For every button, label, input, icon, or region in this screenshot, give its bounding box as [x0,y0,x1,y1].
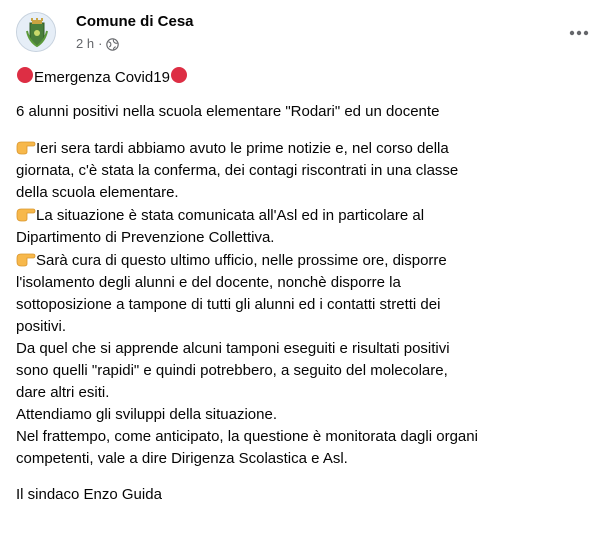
paragraph-3-line-2: l'isolamento degli alunni e del docente, nonchè disporre la [16,274,401,291]
post-subtitle: 6 alunni positivi nella scuola elementare "Rodari" ed un docente [16,103,440,120]
paragraph-4-line-2: sono quelli "rapidi" e quindi potrebbero, a seguito del molecolare, [16,362,448,379]
paragraph-2 [16,204,602,249]
post-time[interactable]: 2 h [76,36,95,51]
paragraph-5: Attendiamo gli sviluppi della situazione. [16,406,277,423]
paragraph-4 [16,338,602,404]
paragraph-4-line-3: dare altri esiti. [16,384,110,401]
paragraph-1-line-1: Ieri sera tardi abbiamo avuto le prime notizie e, nel corso della [36,140,449,157]
paragraph-1 [16,137,602,204]
paragraph-3-line-4: positivi. [16,318,67,335]
pointing-hand-icon [16,137,36,155]
meta-separator: · [98,36,103,51]
paragraph-3-line-1: Sarà cura di questo ultimo ufficio, nelle prossime ore, disporre [36,252,447,269]
paragraph-3-line-3: sottoposizione a tampone di tutti gli alunni ed i contatti stretti dei [16,296,441,313]
globe-icon [106,38,119,51]
more-dots-icon [569,30,589,36]
signature: Il sindaco Enzo Guida [16,486,162,503]
more-options-button[interactable] [566,20,592,46]
pointing-hand-icon [16,249,36,267]
pointing-hand-icon [16,204,36,222]
paragraph-1-line-2: giornata, c'è stata la conferma, dei contagi riscontrati in una classe [16,162,459,179]
coat-of-arms-icon [17,13,56,52]
red-circle-icon [16,66,34,84]
page-avatar[interactable] [16,12,56,52]
post-content [16,66,602,506]
paragraph-6-line-1: Nel frattempo, come anticipato, la questione è monitorata dagli organi [16,428,478,445]
post-meta [76,36,119,52]
paragraph-4-line-1: Da quel che si apprende alcuni tamponi eseguiti e risultati positivi [16,340,450,357]
post-title: Emergenza Covid19 [34,69,170,86]
red-circle-icon [170,66,188,84]
post-header [16,12,610,56]
paragraph-1-line-3: della scuola elementare. [16,184,179,201]
paragraph-6-line-2: competenti, vale a dire Dirigenza Scolastica e Asl. [16,450,348,467]
paragraph-2-line-1: La situazione è stata comunicata all'Asl ed in particolare al [36,207,425,224]
paragraph-3 [16,249,602,338]
paragraph-2-line-2: Dipartimento di Prevenzione Collettiva. [16,229,275,246]
post-title-line [16,66,602,89]
paragraph-6 [16,426,602,470]
page-name[interactable]: Comune di Cesa [76,13,194,30]
